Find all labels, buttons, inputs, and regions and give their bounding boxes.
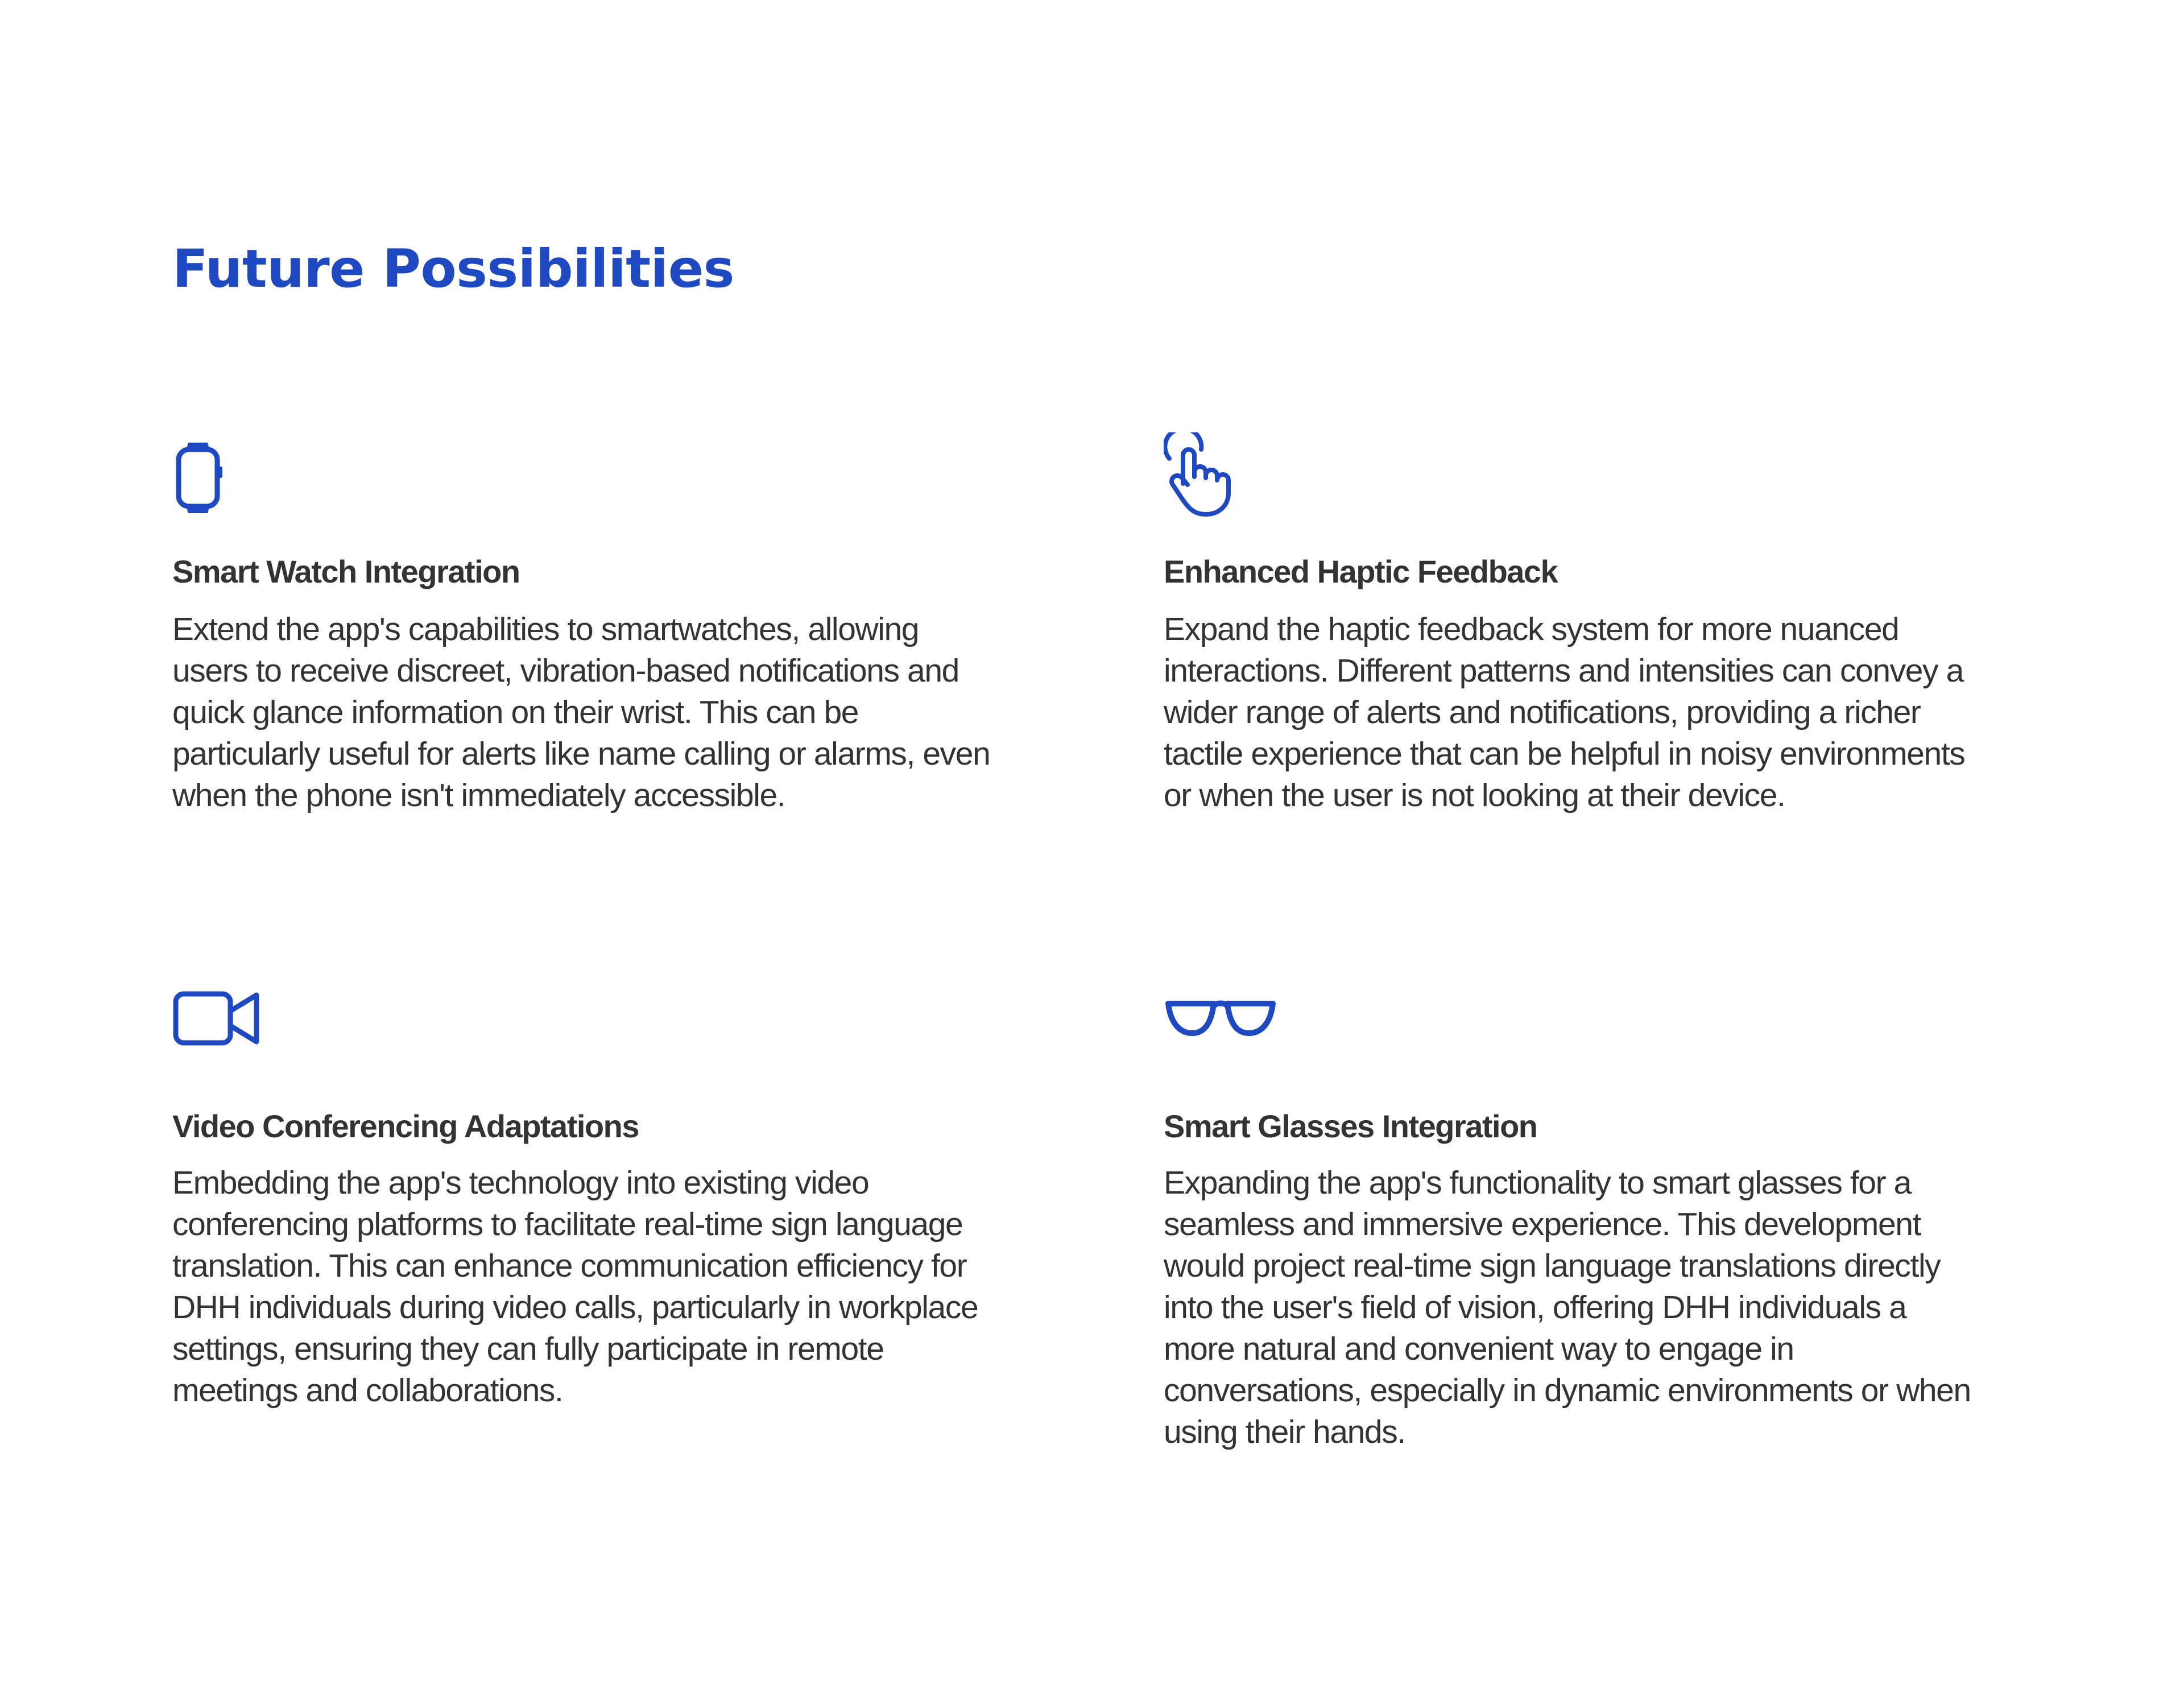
card-description: Extend the app's capabilities to smartwatches, allowing users to receive discreet, vibration-based notifications and quick glance information on their wrist. This can be particularly useful for alerts like name calling or alarms, even when the phone isn't immediately accessible. <box>172 611 990 814</box>
card-description: Embedding the app's technology into existing video conferencing platforms to facilitate real-time sign language translation. This can enhance communication efficiency for DHH individuals during video calls, particularly in workplace settings, ensuring they can fully participate in remote meetings and collaborations. <box>172 1165 978 1409</box>
card-description: Expanding the app's functionality to smart glasses for a seamless and immersive experience. This development would project real-time sign language translations directly into the user's field of vision, offering DHH individuals a more natural and convenient way to engage in conversations, especially in dynamic environments or when using their hands. <box>1164 1165 1971 1450</box>
tap-hand-icon <box>1164 432 1238 518</box>
page-title: Future Possibilities <box>172 238 734 299</box>
glasses-icon <box>1164 996 1277 1041</box>
card-title: Enhanced Haptic Feedback <box>1164 554 1558 589</box>
video-camera-icon <box>172 987 263 1050</box>
card-description: Expand the haptic feedback system for more nuanced interactions. Different patterns and intensities can convey a wider range of alerts and notifications, providing a richer tactile experience that can be helpful in noisy environments or when the user is not looking at their device. <box>1164 611 1965 814</box>
card-title: Smart Glasses Integration <box>1164 1108 1537 1144</box>
smartwatch-icon <box>172 438 229 518</box>
card-title: Video Conferencing Adaptations <box>172 1108 639 1144</box>
card-title: Smart Watch Integration <box>172 554 520 589</box>
